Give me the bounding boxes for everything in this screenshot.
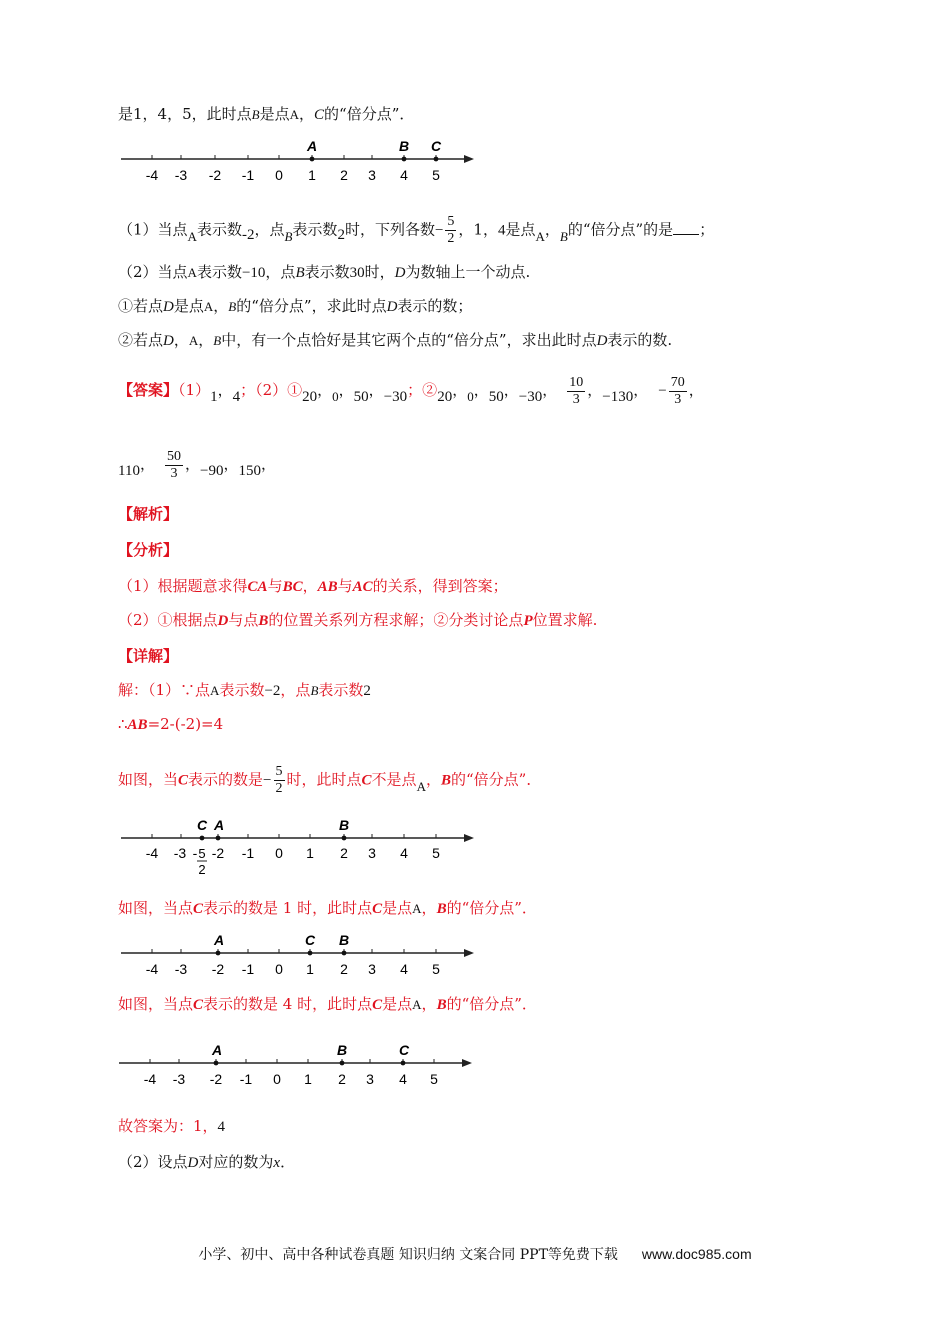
- tick-label: -1: [241, 961, 255, 977]
- value: −2: [264, 683, 281, 699]
- label-a: A: [213, 817, 225, 833]
- text: 与: [267, 577, 283, 595]
- label-a: A: [213, 932, 225, 948]
- text: ，: [173, 331, 189, 349]
- var-b: B: [284, 228, 293, 244]
- text: （2）①根据点: [118, 611, 218, 629]
- text: 的“倍分点”．: [446, 995, 537, 1013]
- tick-label: -2: [209, 1071, 223, 1087]
- math: AB: [127, 717, 148, 733]
- text: ①若点: [118, 297, 164, 315]
- var-a: A: [416, 778, 426, 794]
- var-d: D: [187, 1155, 199, 1171]
- tick-label: -3: [174, 167, 188, 183]
- var-d: D: [386, 299, 398, 315]
- text: 是点: [382, 995, 413, 1013]
- var-d: D: [394, 265, 406, 281]
- text: （2）设点: [118, 1153, 188, 1171]
- question-2-part-1: [118, 296, 472, 317]
- text: ，: [688, 381, 704, 399]
- fraction: [567, 375, 585, 408]
- text: 是点: [382, 899, 413, 917]
- text: 为数轴上一个动点.: [405, 263, 531, 281]
- text: ；: [699, 220, 715, 239]
- var-d: D: [163, 299, 174, 315]
- var-c: C: [372, 901, 383, 917]
- frac-numerator: 5: [198, 846, 206, 861]
- text: ，: [503, 381, 519, 399]
- number-line-3: [118, 930, 478, 980]
- number-line-1: [118, 136, 478, 186]
- solution-4: [118, 898, 537, 919]
- tick-label: -4: [145, 845, 159, 861]
- tick-label: 2: [340, 845, 348, 861]
- label-b: B: [336, 1042, 348, 1058]
- footer-text: 小学、初中、高中各种试卷真题 知识归纳 文案合同 PPT等免费下载: [198, 1247, 618, 1263]
- numerator: 50: [166, 448, 181, 464]
- tick-label: 1: [308, 167, 316, 183]
- tick-label: 1: [306, 845, 314, 861]
- text: ，: [544, 220, 560, 239]
- text: ，: [260, 455, 276, 473]
- text: 表示的数是 1 时，此时点: [203, 899, 373, 917]
- math: D: [217, 613, 229, 629]
- value: 30: [349, 265, 365, 281]
- var-b: B: [436, 901, 447, 917]
- minus: −: [434, 222, 444, 239]
- number-line-2: [118, 814, 478, 878]
- tick-label: 0: [275, 961, 283, 977]
- text: 与点: [228, 611, 259, 629]
- text: 的“倍分点”．: [446, 899, 537, 917]
- text: ，: [302, 577, 318, 595]
- text: ，: [213, 297, 229, 315]
- text: 故答案为：1，: [118, 1117, 218, 1135]
- text: 表示数: [196, 220, 242, 239]
- tick-label: 0: [275, 167, 283, 183]
- section-jiexi: 【解析】: [118, 505, 179, 523]
- var-b: B: [251, 107, 260, 122]
- fraction: [445, 214, 456, 247]
- text: 时，此时点: [286, 770, 362, 789]
- value: 4: [217, 1119, 226, 1135]
- math: BC: [282, 579, 303, 595]
- tick-label: -1: [241, 845, 255, 861]
- label-c: C: [398, 1042, 410, 1058]
- value: 50: [488, 389, 504, 405]
- text: 时，下列各数: [344, 220, 435, 239]
- text: 时，: [364, 263, 395, 281]
- var-b: B: [559, 228, 568, 244]
- value: 150: [238, 463, 261, 479]
- answer-blank: [673, 220, 699, 235]
- math: AC: [352, 579, 373, 595]
- section-xiangjie: 【详解】: [118, 647, 179, 665]
- text: ，: [473, 381, 489, 399]
- tick-label: 3: [368, 961, 376, 977]
- tick-label: 1: [306, 961, 314, 977]
- text: ，: [198, 331, 214, 349]
- var-a: A: [203, 299, 214, 314]
- tick-label: -4: [145, 167, 159, 183]
- solution-1: [118, 680, 371, 701]
- text: 是点: [173, 297, 204, 315]
- value: −90: [199, 463, 224, 479]
- tick-label: 5: [432, 167, 440, 183]
- text: 中，有一个点恰好是其它两个点的“倍分点”，求出此时点: [221, 331, 597, 349]
- value: 20: [302, 389, 318, 405]
- tick-label: 1: [304, 1071, 312, 1087]
- denominator: 3: [170, 465, 178, 481]
- section-fenxi: 【分析】: [118, 541, 179, 559]
- fraction: [669, 375, 687, 408]
- value: −30: [383, 389, 408, 405]
- answer-label: 【答案】: [118, 381, 179, 399]
- var-c: C: [178, 772, 189, 789]
- var-c: C: [193, 997, 204, 1013]
- var-a: A: [210, 683, 220, 698]
- var-b: B: [440, 772, 451, 789]
- analysis-1: [118, 576, 508, 597]
- text: 表示数: [304, 263, 350, 281]
- answer-line-1: [118, 370, 704, 411]
- text: ，1，: [458, 220, 498, 239]
- text: ，: [184, 455, 200, 473]
- point-b: [342, 836, 347, 841]
- tick-label: 3: [368, 845, 376, 861]
- value: 0: [467, 389, 474, 404]
- solution-3: [118, 764, 541, 797]
- label-c: C: [304, 932, 316, 948]
- frac-denominator: 2: [198, 862, 206, 877]
- text: 表示的数.: [607, 331, 673, 349]
- point-b: [402, 157, 407, 162]
- value: 4: [232, 389, 241, 405]
- text: ，: [425, 770, 441, 789]
- text: ，: [421, 995, 437, 1013]
- var-b: B: [436, 997, 447, 1013]
- point-c: [200, 836, 205, 841]
- var-a: A: [187, 265, 197, 280]
- text: ，: [223, 455, 239, 473]
- text: （1）: [178, 381, 211, 399]
- numerator: 5: [447, 214, 455, 229]
- point-a: [310, 157, 315, 162]
- text: 的关系，得到答案；: [372, 577, 508, 595]
- math: AB: [317, 579, 338, 595]
- text: ，: [217, 381, 233, 399]
- var-b: B: [213, 333, 222, 348]
- text: 如图，当: [118, 770, 179, 789]
- footer-url[interactable]: www.doc985.com: [641, 1246, 752, 1262]
- tick-label: -3: [172, 1071, 186, 1087]
- tick-label: -2: [211, 845, 225, 861]
- text: 表示数: [292, 220, 338, 239]
- tick-labels: [144, 1071, 438, 1087]
- tick-label: 4: [400, 167, 408, 183]
- var-a: A: [535, 228, 545, 244]
- numerator: 70: [670, 374, 685, 390]
- text: 表示的数；: [397, 297, 473, 315]
- tick-labels: [146, 167, 440, 183]
- tick-label: 2: [338, 1071, 346, 1087]
- tick-label: 5: [432, 961, 440, 977]
- value: -2: [241, 226, 255, 243]
- text: 的“倍分点”．: [324, 105, 415, 123]
- answer-line-2: [118, 444, 276, 485]
- value: −130: [602, 389, 634, 405]
- text: 表示数: [219, 681, 265, 699]
- text: 表示数: [318, 681, 364, 699]
- text: 位置求解.: [532, 611, 598, 629]
- denominator: 3: [674, 391, 682, 407]
- solution-7: [118, 1152, 295, 1173]
- text: =2-(-2)=4: [147, 715, 224, 733]
- tick-label: 3: [366, 1071, 374, 1087]
- text: （1）根据题意求得: [118, 577, 248, 595]
- value: −30: [518, 389, 543, 405]
- label-c: C: [430, 138, 442, 154]
- numerator: 10: [569, 374, 584, 390]
- text: ，: [542, 381, 558, 399]
- label-b: B: [338, 817, 350, 833]
- question-1: [118, 214, 714, 247]
- label-b: B: [398, 138, 410, 154]
- text: ，: [452, 381, 468, 399]
- value: 110: [118, 463, 140, 479]
- text: 表示的数是 4 时，此时点: [203, 995, 373, 1013]
- text: ，点: [280, 681, 311, 699]
- text: 的“倍分点”．: [450, 770, 542, 789]
- tick-label: 0: [273, 1071, 281, 1087]
- tick-label: 0: [275, 845, 283, 861]
- text: 的“倍分点”，求此时点: [236, 297, 387, 315]
- text: 对应的数为: [198, 1153, 274, 1171]
- number-line-4: [116, 1040, 476, 1090]
- var-a: A: [412, 997, 422, 1012]
- text: 解：（1）∵点: [118, 681, 211, 699]
- tick-label: -2: [211, 961, 225, 977]
- text: ；: [407, 381, 423, 399]
- text: 如图，当点: [118, 899, 194, 917]
- tick-label: 4: [400, 845, 408, 861]
- text: 表示的数是: [188, 770, 264, 789]
- text: 如图，当点: [118, 995, 194, 1013]
- tick-labels: [146, 961, 440, 977]
- tick-label: 2: [340, 961, 348, 977]
- var-c: C: [372, 997, 383, 1013]
- text: 是1，4，5，此时点: [118, 105, 252, 123]
- minus: −: [658, 383, 667, 399]
- var-c: C: [193, 901, 204, 917]
- point-c: [401, 1061, 406, 1066]
- point-c: [434, 157, 439, 162]
- text: ，点: [254, 220, 285, 239]
- value: 0: [332, 389, 339, 404]
- text: ，: [299, 105, 315, 123]
- numerator: 5: [275, 764, 283, 779]
- text: ②: [422, 381, 438, 399]
- text: ，: [317, 381, 333, 399]
- text: 的“倍分点”的是: [567, 220, 674, 239]
- label-c: C: [196, 817, 208, 833]
- label-b: B: [338, 932, 350, 948]
- value: 1: [210, 389, 218, 405]
- analysis-2: [118, 610, 597, 631]
- text: （1）当点: [118, 220, 188, 239]
- text: 表示数: [196, 263, 242, 281]
- text: ∴: [118, 715, 128, 733]
- intro-line: [118, 104, 414, 125]
- var-c: C: [361, 772, 372, 789]
- fraction: [274, 764, 285, 797]
- solution-2: [118, 714, 223, 735]
- text: ，: [338, 381, 354, 399]
- text: ，: [587, 381, 603, 399]
- text: ；: [240, 381, 256, 399]
- tick-labels: [146, 845, 440, 861]
- text: 与: [337, 577, 353, 595]
- denominator: 2: [447, 231, 455, 246]
- math: CA: [247, 579, 268, 595]
- math: B: [258, 613, 269, 629]
- tick-label: -4: [145, 961, 159, 977]
- tick-label: -2: [208, 167, 222, 183]
- text: ，点: [265, 263, 296, 281]
- var-b: B: [295, 265, 305, 281]
- point-c: [308, 951, 313, 956]
- var-a: A: [412, 901, 422, 916]
- text: （2）①: [255, 381, 303, 399]
- text: ，: [633, 381, 649, 399]
- text: 不是点: [371, 770, 417, 789]
- label-a: A: [211, 1042, 223, 1058]
- point-a: [214, 1061, 219, 1066]
- tick-label: -4: [143, 1071, 157, 1087]
- text: ，: [368, 381, 384, 399]
- var-d: D: [596, 333, 608, 349]
- tick-label: -1: [239, 1071, 253, 1087]
- value: 20: [437, 389, 453, 405]
- page-footer: [0, 1244, 950, 1264]
- solution-5: [118, 994, 537, 1015]
- var-b: B: [228, 299, 237, 314]
- text: ．: [280, 1153, 296, 1171]
- question-2: [118, 262, 530, 283]
- var-a: A: [188, 333, 199, 348]
- text: （2）当点: [118, 263, 188, 281]
- value: 2: [337, 226, 345, 243]
- text: 是点: [259, 105, 290, 123]
- label-a: A: [306, 138, 318, 154]
- point-a: [216, 951, 221, 956]
- minus: −: [263, 772, 272, 789]
- var-a: A: [187, 228, 197, 244]
- point-a: [216, 836, 221, 841]
- denominator: 2: [275, 781, 283, 796]
- tick-label: -1: [241, 167, 255, 183]
- value: 4: [497, 222, 506, 239]
- point-b: [342, 951, 347, 956]
- tick-label: 2: [340, 167, 348, 183]
- value: 50: [353, 389, 369, 405]
- tick-label: 5: [430, 1071, 438, 1087]
- question-2-part-2: [118, 330, 672, 351]
- denominator: 3: [572, 391, 580, 407]
- tick-label: 3: [368, 167, 376, 183]
- var-b: B: [310, 683, 319, 698]
- point-b: [340, 1061, 345, 1066]
- text: ，: [139, 455, 155, 473]
- tick-label: 5: [432, 845, 440, 861]
- tick-label: 4: [399, 1071, 407, 1087]
- tick-label: 4: [400, 961, 408, 977]
- solution-6: [118, 1116, 225, 1137]
- value: 2: [363, 683, 371, 699]
- fraction: [165, 449, 183, 482]
- text: ，: [421, 899, 437, 917]
- text: ②若点: [118, 331, 164, 349]
- var-x: x: [273, 1155, 281, 1171]
- value: −10: [241, 265, 266, 281]
- text: 是点: [505, 220, 536, 239]
- frac-minus: -: [192, 845, 198, 861]
- tick-label: -3: [174, 961, 188, 977]
- math: P: [523, 613, 533, 629]
- var-d: D: [163, 333, 174, 349]
- text: 的位置关系列方程求解；②分类讨论点: [268, 611, 524, 629]
- var-a: A: [289, 107, 299, 122]
- var-c: C: [314, 107, 325, 123]
- tick-label: -3: [173, 845, 187, 861]
